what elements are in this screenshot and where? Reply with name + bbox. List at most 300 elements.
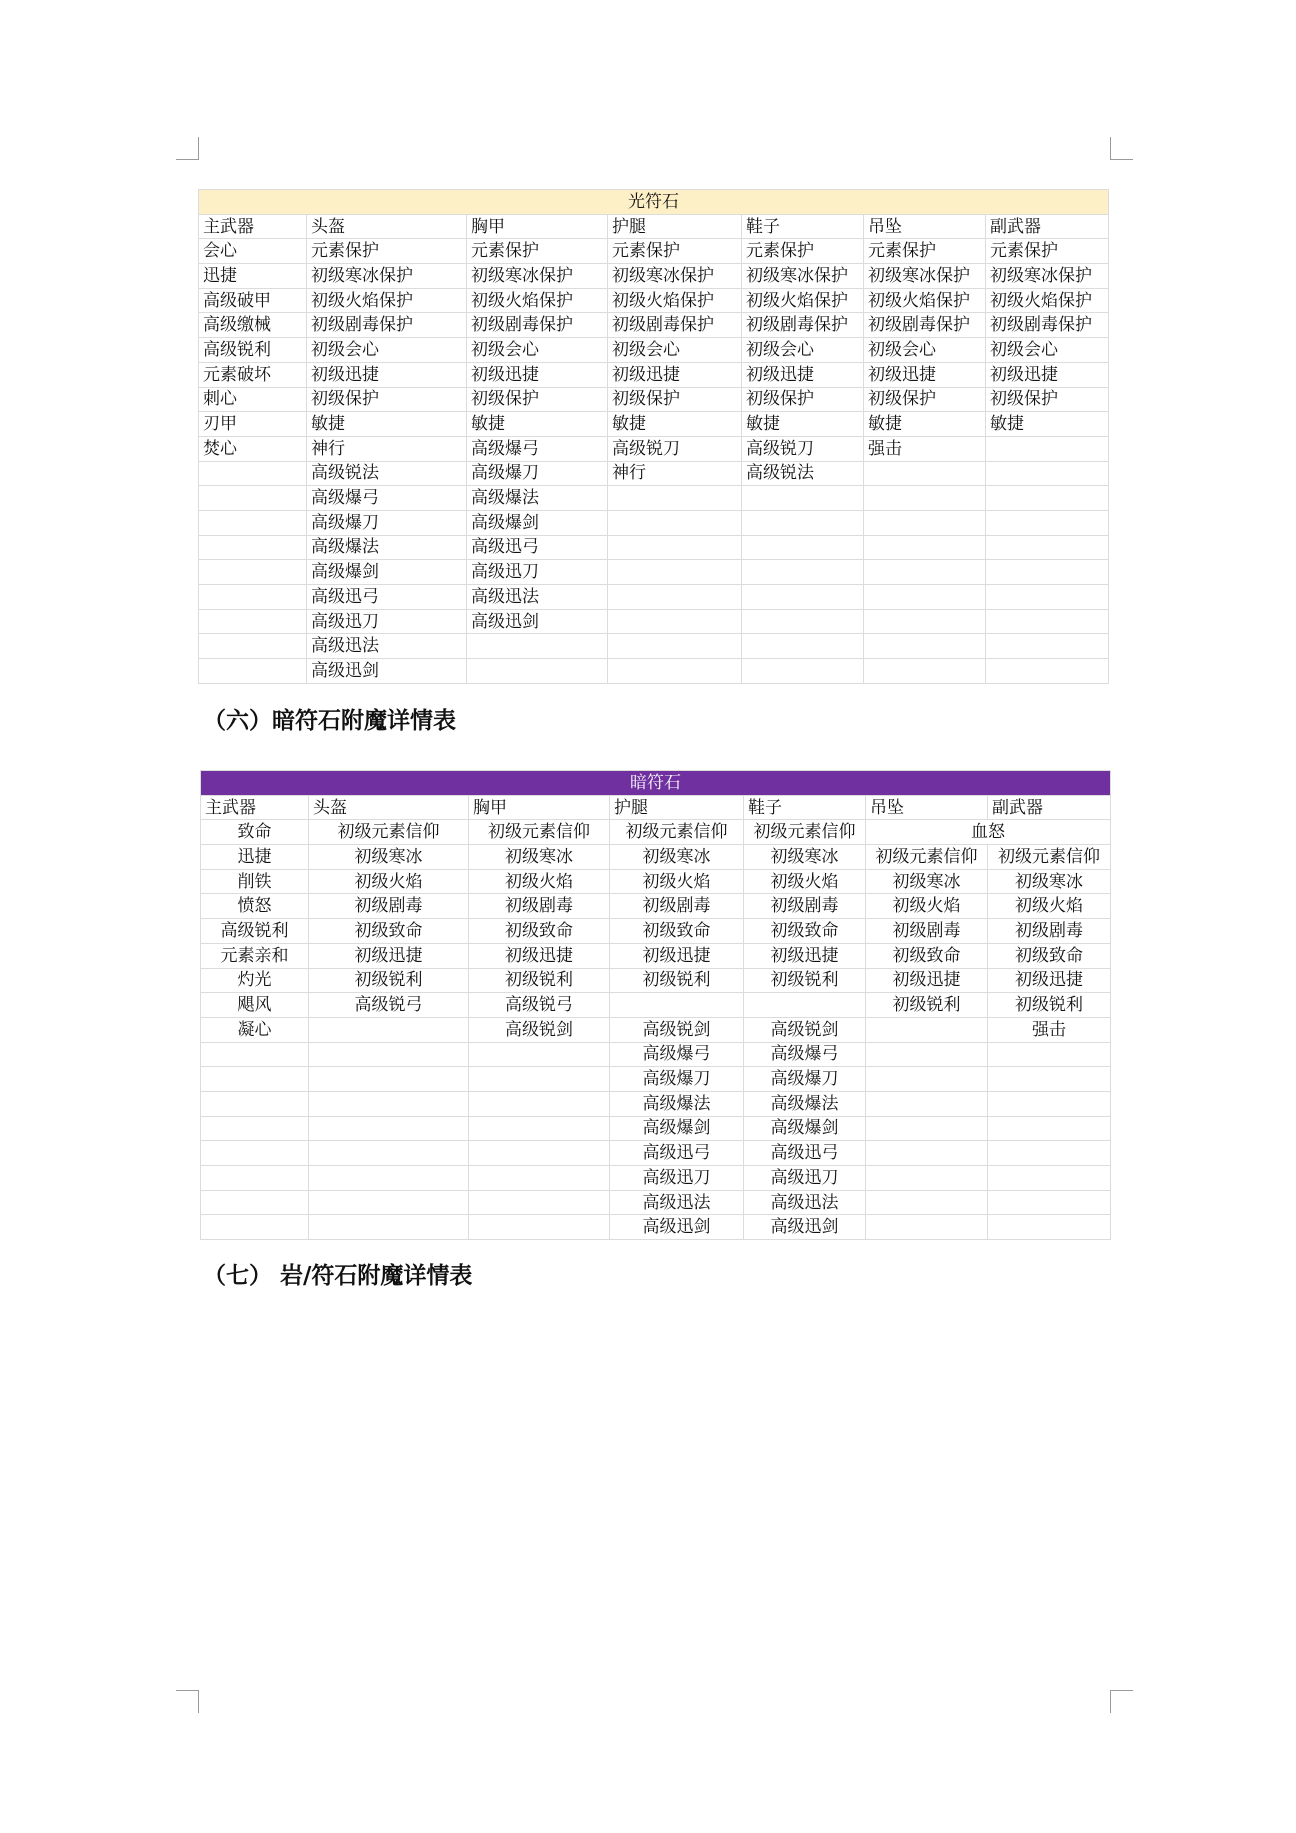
table-cell: 初级保护 (307, 387, 467, 412)
table-cell: 初级锐利 (309, 968, 469, 993)
table-cell (986, 659, 1109, 684)
table-cell: 会心 (199, 239, 307, 264)
column-header: 头盔 (307, 214, 467, 239)
table-cell (199, 560, 307, 585)
table-cell: 高级迅法 (744, 1190, 866, 1215)
table-cell: 高级锐刀 (742, 436, 864, 461)
table-cell: 初级元素信仰 (309, 820, 469, 845)
table-row (201, 1116, 1111, 1141)
table-cell (608, 659, 742, 684)
table-cell (864, 659, 986, 684)
column-header: 护腿 (608, 214, 742, 239)
table-cell (742, 486, 864, 511)
table-cell (608, 486, 742, 511)
table-cell: 初级剧毒 (988, 919, 1111, 944)
table-cell: 初级迅捷 (608, 362, 742, 387)
table-cell (309, 1091, 469, 1116)
table-row (199, 510, 1109, 535)
table-cell: 高级迅刀 (307, 609, 467, 634)
table-cell: 高级破甲 (199, 288, 307, 313)
table-cell: 致命 (201, 820, 309, 845)
table-cell (199, 659, 307, 684)
table-cell: 初级保护 (986, 387, 1109, 412)
table-cell (199, 461, 307, 486)
table-cell (742, 609, 864, 634)
table-cell (988, 1166, 1111, 1191)
table-cell: 初级迅捷 (307, 362, 467, 387)
table-row (201, 1166, 1111, 1191)
table-cell: 初级迅捷 (469, 943, 610, 968)
table-cell (866, 1141, 988, 1166)
column-header: 胸甲 (467, 214, 608, 239)
table-cell: 初级迅捷 (467, 362, 608, 387)
column-header: 鞋子 (742, 214, 864, 239)
table-cell: 初级火焰保护 (864, 288, 986, 313)
table-row (201, 845, 1111, 870)
table-cell (309, 1190, 469, 1215)
table-cell (864, 535, 986, 560)
light-rune-table (198, 189, 1109, 684)
table-cell: 元素保护 (307, 239, 467, 264)
table-cell: 高级锐利 (201, 919, 309, 944)
table-cell (866, 1116, 988, 1141)
table-cell: 初级迅捷 (742, 362, 864, 387)
table-cell (866, 1166, 988, 1191)
table-cell: 初级火焰 (309, 869, 469, 894)
column-header: 副武器 (986, 214, 1109, 239)
table-cell: 初级剧毒 (469, 894, 610, 919)
table-cell: 初级锐利 (610, 968, 744, 993)
table-row (199, 659, 1109, 684)
table-row (201, 968, 1111, 993)
table-row (199, 486, 1109, 511)
table-cell (309, 1141, 469, 1166)
table-cell (608, 585, 742, 610)
table-cell: 高级爆刀 (307, 510, 467, 535)
page-corner-mark (1110, 1690, 1133, 1713)
table-cell: 初级致命 (469, 919, 610, 944)
table-cell (201, 1141, 309, 1166)
table-cell: 高级迅法 (610, 1190, 744, 1215)
table-cell: 刺心 (199, 387, 307, 412)
table-row (201, 993, 1111, 1018)
table-cell (742, 510, 864, 535)
table-cell: 高级锐利 (199, 338, 307, 363)
table-cell: 初级寒冰保护 (986, 264, 1109, 289)
table-cell: 初级寒冰 (309, 845, 469, 870)
table-cell (199, 486, 307, 511)
table-cell: 初级火焰保护 (467, 288, 608, 313)
table-cell: 初级保护 (467, 387, 608, 412)
table-cell: 高级爆剑 (744, 1116, 866, 1141)
table-cell: 初级锐利 (469, 968, 610, 993)
table-cell: 强击 (864, 436, 986, 461)
table-cell: 初级火焰 (469, 869, 610, 894)
table-cell: 敏捷 (608, 412, 742, 437)
table-cell (742, 585, 864, 610)
table-cell (986, 436, 1109, 461)
table-cell: 初级元素信仰 (988, 845, 1111, 870)
table-cell (864, 609, 986, 634)
table-cell: 初级剧毒 (744, 894, 866, 919)
table-row (199, 412, 1109, 437)
table-cell (608, 560, 742, 585)
table-cell (864, 585, 986, 610)
dark-rune-table (200, 770, 1111, 1240)
table-cell: 初级元素信仰 (744, 820, 866, 845)
table-cell: 初级迅捷 (744, 943, 866, 968)
table-cell (201, 1215, 309, 1240)
table-cell (864, 560, 986, 585)
table-row (201, 1190, 1111, 1215)
table-cell: 初级会心 (986, 338, 1109, 363)
table-row (201, 919, 1111, 944)
table-cell (469, 1215, 610, 1240)
table-row (199, 609, 1109, 634)
table-cell (608, 535, 742, 560)
table-cell: 初级寒冰保护 (307, 264, 467, 289)
table-row (199, 436, 1109, 461)
table-cell (742, 659, 864, 684)
table-cell: 高级爆刀 (467, 461, 608, 486)
table-cell: 初级剧毒 (309, 894, 469, 919)
table-cell: 高级迅弓 (744, 1141, 866, 1166)
table-cell: 高级爆刀 (744, 1067, 866, 1092)
column-header: 吊坠 (866, 795, 988, 820)
table-cell (744, 993, 866, 1018)
table-cell: 愤怒 (201, 894, 309, 919)
table-cell: 强击 (988, 1017, 1111, 1042)
table-cell: 高级爆法 (744, 1091, 866, 1116)
table-cell (201, 1091, 309, 1116)
table-cell: 高级锐剑 (469, 1017, 610, 1042)
table-cell: 高级爆法 (307, 535, 467, 560)
table-cell (469, 1042, 610, 1067)
page-corner-mark (176, 1690, 199, 1713)
table-cell (742, 634, 864, 659)
table-cell: 初级致命 (309, 919, 469, 944)
table-cell: 元素破坏 (199, 362, 307, 387)
table-cell: 高级爆法 (610, 1091, 744, 1116)
table-cell: 高级迅弓 (467, 535, 608, 560)
table-cell: 凝心 (201, 1017, 309, 1042)
table-cell (988, 1190, 1111, 1215)
table-cell (866, 1042, 988, 1067)
table-cell: 高级迅刀 (610, 1166, 744, 1191)
table-cell: 初级迅捷 (866, 968, 988, 993)
table-cell: 高级锐刀 (608, 436, 742, 461)
table-row (199, 362, 1109, 387)
table-row (201, 1141, 1111, 1166)
table-cell (199, 634, 307, 659)
table-cell: 初级保护 (608, 387, 742, 412)
table-row (201, 1067, 1111, 1092)
table-cell (988, 1091, 1111, 1116)
table-cell: 初级致命 (988, 943, 1111, 968)
table-cell: 初级剧毒保护 (864, 313, 986, 338)
table-row (199, 288, 1109, 313)
table-cell (469, 1067, 610, 1092)
table-cell (986, 609, 1109, 634)
table-cell: 初级寒冰保护 (742, 264, 864, 289)
table-cell: 高级迅弓 (610, 1141, 744, 1166)
table-cell: 高级锐弓 (309, 993, 469, 1018)
table-cell (742, 535, 864, 560)
table-row (199, 634, 1109, 659)
table-cell (201, 1067, 309, 1092)
column-header: 胸甲 (469, 795, 610, 820)
table-cell: 初级元素信仰 (866, 845, 988, 870)
table-cell: 初级元素信仰 (469, 820, 610, 845)
page-corner-mark (1110, 137, 1133, 160)
table-row (199, 535, 1109, 560)
table-cell (309, 1017, 469, 1042)
table-cell: 高级锐剑 (744, 1017, 866, 1042)
table-cell: 高级爆弓 (610, 1042, 744, 1067)
table-row (201, 1091, 1111, 1116)
table-cell (309, 1215, 469, 1240)
table-cell: 初级会心 (608, 338, 742, 363)
table-row (199, 387, 1109, 412)
table-cell: 初级致命 (744, 919, 866, 944)
dark-table-title: 暗符石 (201, 771, 1111, 796)
table-cell (988, 1067, 1111, 1092)
table-cell (199, 585, 307, 610)
table-cell: 初级寒冰 (610, 845, 744, 870)
table-cell (866, 1215, 988, 1240)
table-row (199, 461, 1109, 486)
table-row (201, 1215, 1111, 1240)
table-cell: 初级保护 (742, 387, 864, 412)
table-cell: 初级元素信仰 (610, 820, 744, 845)
table-cell: 初级剧毒保护 (986, 313, 1109, 338)
table-cell: 初级寒冰 (866, 869, 988, 894)
table-cell (309, 1067, 469, 1092)
table-cell: 神行 (307, 436, 467, 461)
table-cell: 高级爆弓 (467, 436, 608, 461)
table-cell: 元素保护 (608, 239, 742, 264)
table-cell: 高级爆法 (467, 486, 608, 511)
table-row (199, 264, 1109, 289)
table-cell: 初级会心 (307, 338, 467, 363)
table-cell (467, 634, 608, 659)
table-cell (309, 1116, 469, 1141)
table-cell: 高级锐法 (742, 461, 864, 486)
table-cell (986, 510, 1109, 535)
table-cell: 高级迅剑 (744, 1215, 866, 1240)
table-cell: 初级寒冰保护 (608, 264, 742, 289)
table-cell: 初级会心 (742, 338, 864, 363)
table-cell (986, 535, 1109, 560)
light-table-title: 光符石 (199, 190, 1109, 215)
table-cell (469, 1116, 610, 1141)
column-header: 主武器 (201, 795, 309, 820)
table-cell: 初级寒冰 (469, 845, 610, 870)
table-cell: 初级剧毒保护 (307, 313, 467, 338)
table-cell: 焚心 (199, 436, 307, 461)
table-cell: 初级寒冰 (988, 869, 1111, 894)
table-cell: 初级锐利 (744, 968, 866, 993)
table-cell: 高级迅法 (467, 585, 608, 610)
table-cell: 初级火焰 (744, 869, 866, 894)
table-cell: 元素保护 (742, 239, 864, 264)
table-cell: 初级致命 (610, 919, 744, 944)
table-row (201, 894, 1111, 919)
section-heading-seven: （七） 岩/符石附魔详情表 (203, 1262, 473, 1289)
table-cell: 初级火焰保护 (986, 288, 1109, 313)
table-cell: 高级爆弓 (307, 486, 467, 511)
column-header: 主武器 (199, 214, 307, 239)
table-row (201, 869, 1111, 894)
table-cell (199, 510, 307, 535)
table-cell: 刃甲 (199, 412, 307, 437)
table-cell: 高级迅刀 (467, 560, 608, 585)
table-cell (986, 461, 1109, 486)
table-cell: 高级迅剑 (467, 609, 608, 634)
table-cell (742, 560, 864, 585)
table-cell: 初级迅捷 (988, 968, 1111, 993)
table-cell: 高级迅剑 (610, 1215, 744, 1240)
table-cell: 敏捷 (986, 412, 1109, 437)
table-cell: 元素保护 (986, 239, 1109, 264)
column-header: 吊坠 (864, 214, 986, 239)
column-header: 副武器 (988, 795, 1111, 820)
table-cell: 高级爆剑 (610, 1116, 744, 1141)
table-cell: 初级火焰保护 (608, 288, 742, 313)
table-row (199, 239, 1109, 264)
table-cell: 高级缴械 (199, 313, 307, 338)
table-row (201, 943, 1111, 968)
column-header: 鞋子 (744, 795, 866, 820)
table-cell (610, 993, 744, 1018)
table-cell (608, 510, 742, 535)
table-cell (199, 609, 307, 634)
table-cell (866, 1091, 988, 1116)
table-header-row (201, 795, 1111, 820)
table-cell: 敏捷 (307, 412, 467, 437)
table-cell (201, 1166, 309, 1191)
table-cell (469, 1091, 610, 1116)
table-cell (988, 1215, 1111, 1240)
table-cell (608, 634, 742, 659)
table-cell: 迅捷 (201, 845, 309, 870)
table-cell: 初级火焰保护 (742, 288, 864, 313)
table-cell: 敏捷 (864, 412, 986, 437)
table-cell: 初级会心 (864, 338, 986, 363)
table-cell: 初级迅捷 (309, 943, 469, 968)
table-cell: 初级致命 (866, 943, 988, 968)
table-cell (201, 1190, 309, 1215)
table-cell (866, 1067, 988, 1092)
table-cell: 初级剧毒保护 (608, 313, 742, 338)
table-row (201, 1042, 1111, 1067)
table-row (199, 338, 1109, 363)
table-cell (864, 461, 986, 486)
table-cell: 高级爆剑 (307, 560, 467, 585)
table-cell: 初级火焰 (610, 869, 744, 894)
table-cell (469, 1141, 610, 1166)
table-cell: 初级剧毒保护 (467, 313, 608, 338)
table-cell: 血怒 (866, 820, 1111, 845)
table-cell (988, 1141, 1111, 1166)
table-cell: 初级迅捷 (864, 362, 986, 387)
table-cell: 初级剧毒 (610, 894, 744, 919)
table-cell: 灼光 (201, 968, 309, 993)
table-cell: 初级火焰保护 (307, 288, 467, 313)
table-row (199, 313, 1109, 338)
table-cell: 初级锐利 (866, 993, 988, 1018)
table-cell: 迅捷 (199, 264, 307, 289)
table-cell: 神行 (608, 461, 742, 486)
page-corner-mark (176, 137, 199, 160)
table-cell (201, 1042, 309, 1067)
table-cell: 初级保护 (864, 387, 986, 412)
table-cell (986, 560, 1109, 585)
table-cell (864, 486, 986, 511)
table-cell (309, 1166, 469, 1191)
table-cell: 初级迅捷 (986, 362, 1109, 387)
table-cell (309, 1042, 469, 1067)
table-cell: 元素保护 (467, 239, 608, 264)
table-cell: 初级寒冰保护 (864, 264, 986, 289)
column-header: 护腿 (610, 795, 744, 820)
table-row (201, 1017, 1111, 1042)
table-cell (864, 510, 986, 535)
table-cell: 高级迅刀 (744, 1166, 866, 1191)
table-cell (469, 1190, 610, 1215)
table-cell: 元素保护 (864, 239, 986, 264)
table-cell (988, 1116, 1111, 1141)
table-cell: 初级锐利 (988, 993, 1111, 1018)
table-cell: 高级爆剑 (467, 510, 608, 535)
table-cell: 飓风 (201, 993, 309, 1018)
table-cell: 初级迅捷 (610, 943, 744, 968)
table-cell: 初级寒冰 (744, 845, 866, 870)
table-row (199, 585, 1109, 610)
table-header-row (199, 214, 1109, 239)
table-cell: 高级锐法 (307, 461, 467, 486)
table-row (201, 820, 1111, 845)
table-cell: 初级会心 (467, 338, 608, 363)
table-cell: 初级寒冰保护 (467, 264, 608, 289)
table-cell: 初级剧毒 (866, 919, 988, 944)
table-cell: 初级剧毒保护 (742, 313, 864, 338)
table-cell (986, 585, 1109, 610)
column-header: 头盔 (309, 795, 469, 820)
table-cell: 敏捷 (467, 412, 608, 437)
section-heading-six: （六）暗符石附魔详情表 (203, 707, 456, 734)
table-cell (467, 659, 608, 684)
table-cell: 高级爆弓 (744, 1042, 866, 1067)
table-cell (986, 634, 1109, 659)
table-cell: 削铁 (201, 869, 309, 894)
table-cell (866, 1017, 988, 1042)
table-cell (201, 1116, 309, 1141)
table-cell: 高级迅法 (307, 634, 467, 659)
table-cell (199, 535, 307, 560)
table-cell: 高级迅弓 (307, 585, 467, 610)
table-cell: 高级迅剑 (307, 659, 467, 684)
table-row (199, 560, 1109, 585)
table-cell (986, 486, 1109, 511)
table-cell (864, 634, 986, 659)
table-cell: 高级锐弓 (469, 993, 610, 1018)
table-cell (608, 609, 742, 634)
table-cell: 初级火焰 (866, 894, 988, 919)
table-cell (469, 1166, 610, 1191)
table-cell: 高级爆刀 (610, 1067, 744, 1092)
table-cell: 敏捷 (742, 412, 864, 437)
